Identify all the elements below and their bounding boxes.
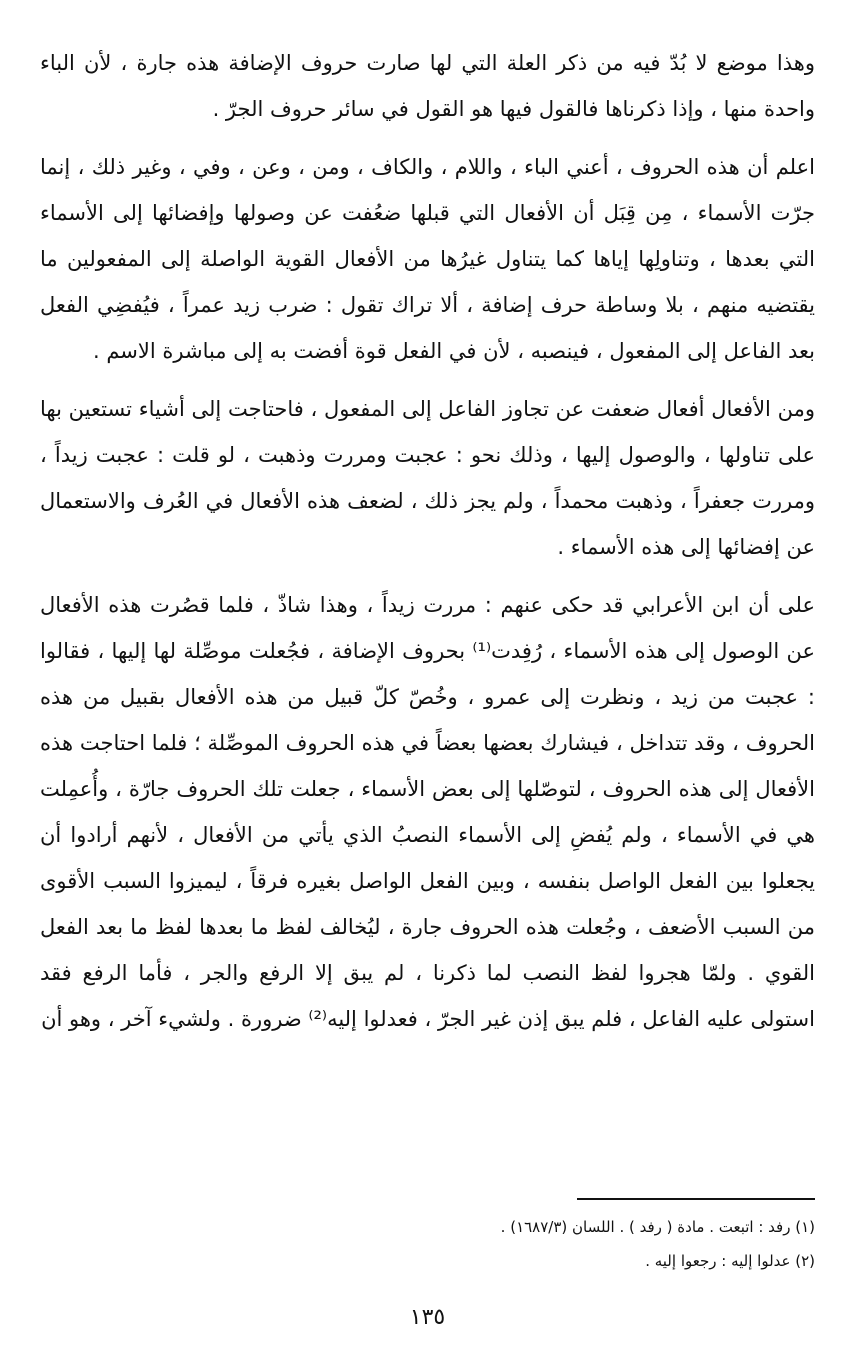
footnote-divider (577, 1198, 815, 1200)
paragraph-4: على أن ابن الأعرابي قد حكى عنهم : مررت زيداً ، وهذا شاذّ ، فلما قصُرت هذه الأفعال عن الوصول إلى هذه الأسماء ، رُفِدت⁽¹⁾ بحروف الإضافة ، فجُعلت موصِّلة لها إليها ، فقالوا : عجبت من زيد ، ونظرت إلى عمرو ، وخُصّ كلّ قبيل من هذه الأفعال بقبيل من هذه الحروف ، وقد تتداخل ، فيشارك بعضها بعضاً في هذه الحروف الموصِّلة ؛ فلما احتاجت هذه الأفعال إلى هذه الحروف ، لتوصّلها إلى بعض الأسماء ، جعلت تلك الحروف جارّة ، وأُعمِلت هي في الأسماء ، ولم يُفضِ إلى الأسماء النصبُ الذي يأتي من الأفعال ، لأنهم أرادوا أن يجعلوا بين الفعل الواصل بنفسه ، وبين الفعل الواصل بغيره فرقاً ، ليميزوا السبب الأقوى من السبب الأضعف ، وجُعلت هذه الحروف جارة ، ليُخالف لفظ ما بعدها لفظ ما بعد الفعل القوي . ولمّا هجروا لفظ النصب لما ذكرنا ، لم يبق إلا الرفع والجر ، فأما الرفع فقد استولى عليه الفاعل ، فلم يبق إذن غير الجرّ ، فعدلوا إليه⁽²⁾ ضرورة . ولشيء آخر ، وهو أن (40, 593, 815, 1031)
footnote-2: (٢) عدلوا إليه : رجعوا إليه . (645, 1252, 815, 1270)
paragraph-1: وهذا موضع لا بُدّ فيه من ذكر العلة التي لها صارت حروف الإضافة هذه جارة ، لأن الباء واحدة منها ، وإذا ذكرناها فالقول فيها هو القول في سائر حروف الجرّ . (40, 51, 815, 121)
footnote-1: (١) رفد : اتبعت . مادة ( رفد ) . اللسان (١٦٨٧/٣) . (500, 1218, 815, 1236)
page-number: ١٣٥ (409, 1305, 446, 1330)
footnotes (40, 1210, 815, 1278)
paragraph-2: اعلم أن هذه الحروف ، أعني الباء ، واللام ، والكاف ، ومن ، وعن ، وفي ، وغير ذلك ، إنما جرّت الأسماء ، مِن قِبَل أن الأفعال التي قبلها ضعُفت عن وصولها وإفضائها إلى الأسماء التي بعدها ، وتناولِها إياها كما يتناول غيرُها من الأفعال القوية الواصلة إلى المفعولين ما يقتضيه منهم ، بلا وساطة حرف إضافة ، ألا تراك تقول : ضرب زيد عمراً ، فيُفضِي الفعل بعد الفاعل إلى المفعول ، فينصبه ، لأن في الفعل قوة أفضت به إلى مباشرة الاسم . (40, 155, 815, 363)
paragraph-3: ومن الأفعال أفعال ضعفت عن تجاوز الفاعل إلى المفعول ، فاحتاجت إلى أشياء تستعين بها على تناولها ، والوصول إليها ، وذلك نحو : عجبت ومررت وذهبت ، لو قلت : عجبت زيداً ، ومررت جعفراً ، وذهبت محمداً ، ولم يجز ذلك ، لضعف هذه الأفعال في العُرف والاستعمال عن إفضائها إلى هذه الأسماء . (40, 397, 815, 559)
book-page (40, 40, 815, 1340)
